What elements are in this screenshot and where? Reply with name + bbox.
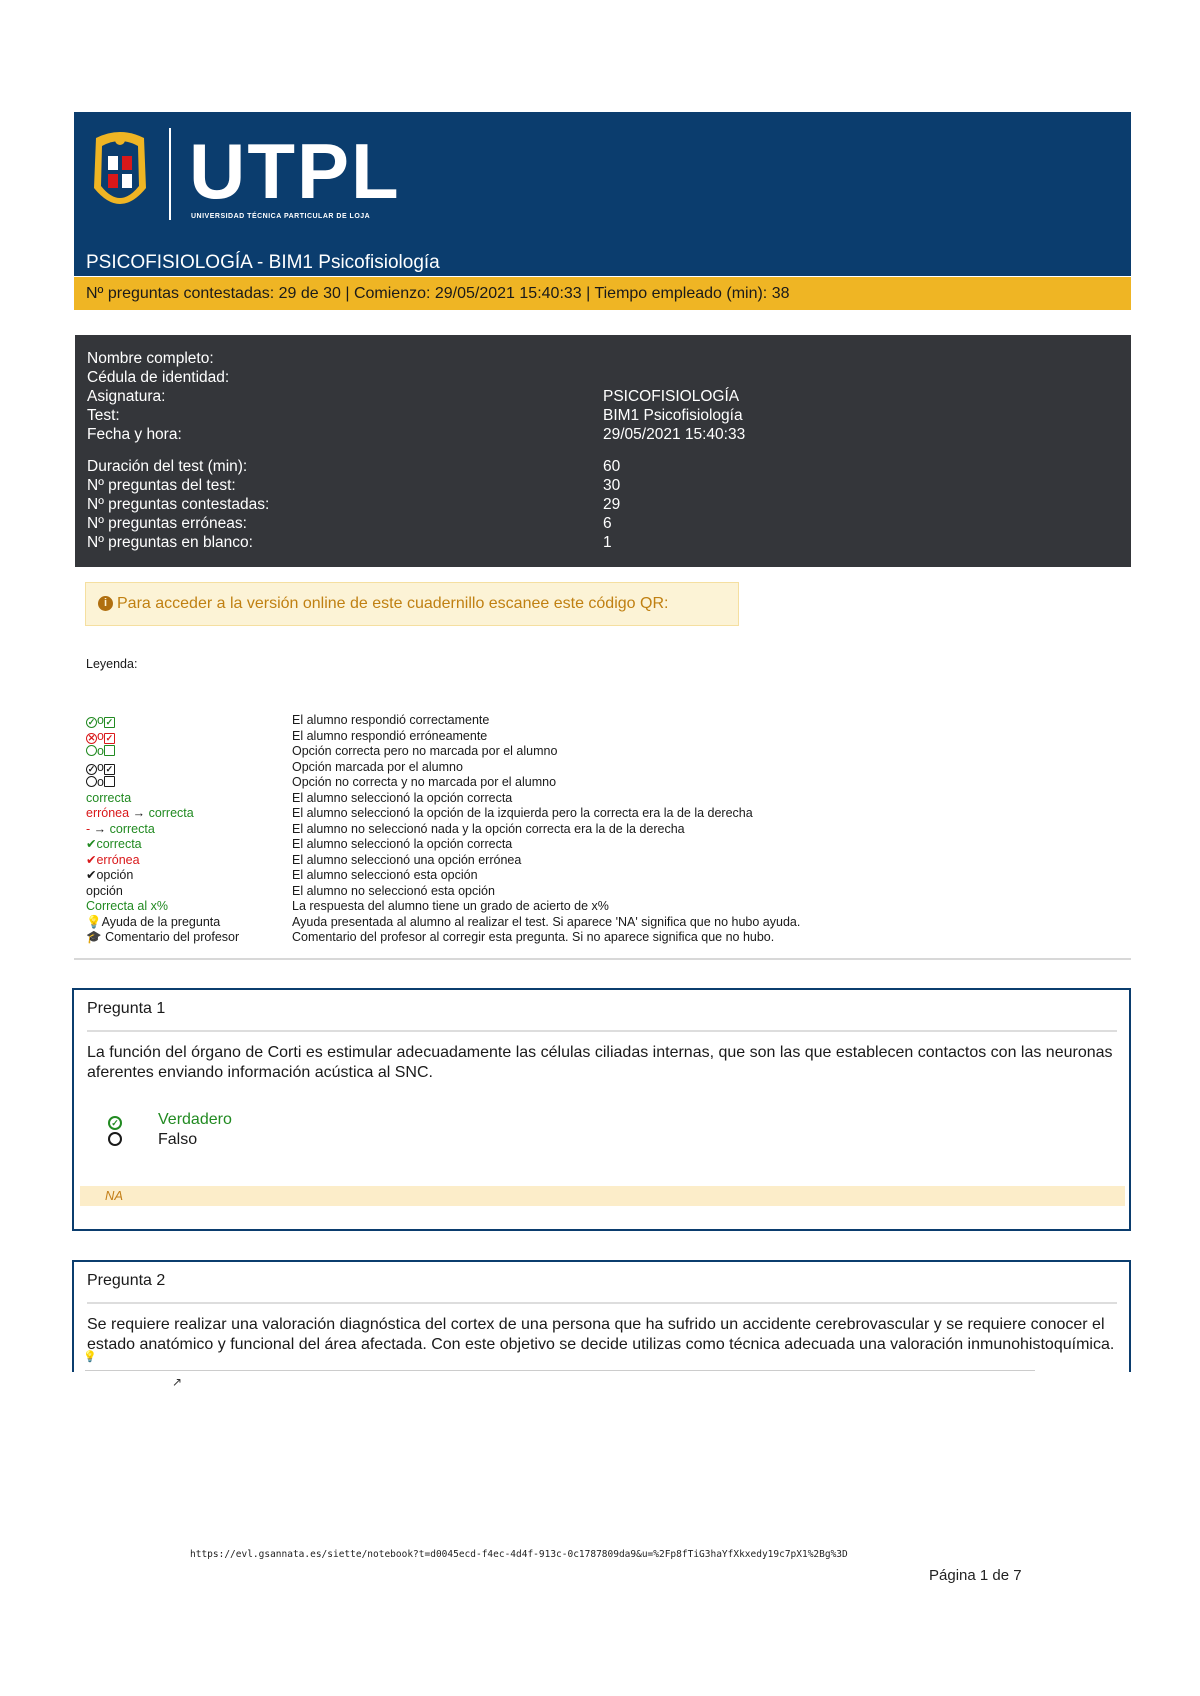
legend-or: o	[97, 775, 104, 789]
info-label: Fecha y hora:	[87, 426, 182, 443]
footer-url: https://evl.gsannata.es/siette/notebook?t=d0045ecd-f4ec-4d4f-913c-0c1787809da9&u=%2Fp8fTiG3haYfXkxedy19c7pX1%2Bg%3D	[190, 1549, 848, 1560]
legend-word-correcta: correcta	[109, 821, 155, 836]
check-circle-icon: ✓	[87, 717, 96, 727]
info-value: 6	[603, 515, 612, 532]
check-circle-icon: ✓	[87, 763, 96, 774]
info-label: Nº preguntas erróneas:	[87, 515, 247, 532]
info-value: 1	[603, 534, 612, 551]
question-card	[72, 988, 1131, 1231]
info-label: Nº preguntas en blanco:	[87, 534, 253, 551]
info-value: 29	[603, 496, 621, 513]
legend-or: o	[97, 728, 104, 743]
empty-square-icon	[104, 776, 115, 787]
check-square-icon: ✓	[105, 732, 114, 743]
check-square-icon: ✓	[105, 717, 114, 727]
empty-circle-icon	[108, 1132, 122, 1146]
page-number: Página 1 de 7	[929, 1567, 1022, 1584]
qr-alert	[85, 582, 739, 626]
legend-description: El alumno seleccionó esta opción	[292, 868, 478, 882]
info-label: Nº preguntas contestadas:	[87, 496, 270, 513]
info-value: PSICOFISIOLOGÍA	[603, 388, 740, 405]
legend-word-comentario: Comentario del profesor	[105, 930, 240, 944]
legend-or: o	[97, 713, 104, 727]
legend-description: El alumno seleccionó la opción correcta	[292, 837, 513, 851]
answer-option-label: Falso	[158, 1131, 198, 1148]
checkmark-icon: ✔	[86, 852, 97, 867]
course-title: PSICOFISIOLOGÍA - BIM1 Psicofisiología	[86, 252, 440, 273]
check-circle-icon: ✓	[108, 1116, 122, 1130]
legend-word-erronea: errónea	[86, 806, 130, 820]
lightbulb-icon: 💡	[83, 1351, 97, 1363]
arrow-right-icon: →	[93, 821, 107, 836]
question-card	[72, 1260, 1131, 1372]
logo-subtitle: UNIVERSIDAD TÉCNICA PARTICULAR DE LOJA	[191, 213, 371, 220]
legend-description: Opción no correcta y no marcada por el alumno	[292, 775, 557, 789]
graduation-cap-icon: 🎓	[86, 930, 102, 944]
answer-option-label: Verdadero	[158, 1111, 232, 1128]
legend-description: El alumno no seleccionó esta opción	[292, 883, 495, 898]
external-link-icon[interactable]: ↗	[172, 1375, 183, 1389]
legend-description: El alumno respondió erróneamente	[292, 728, 488, 743]
legend-description: El alumno seleccionó una opción errónea	[292, 852, 522, 867]
check-square-icon: ✓	[105, 763, 114, 774]
info-label: Nombre completo:	[87, 350, 214, 367]
legend-dash: -	[86, 821, 91, 836]
question-title: Pregunta 1	[87, 1000, 166, 1017]
legend-description: Comentario del profesor al corregir esta pregunta. Si no aparece significa que no hubo.	[292, 930, 775, 944]
legend-description: El alumno seleccionó la opción de la izquierda pero la correcta era la de la derecha	[292, 806, 753, 820]
legend-or: o	[97, 744, 104, 758]
empty-circle-icon	[86, 776, 97, 787]
arrow-right-icon: →	[132, 806, 146, 820]
logo-text: UTPL	[189, 127, 401, 215]
legend-description: Opción correcta pero no marcada por el alumno	[292, 744, 558, 758]
help-bar: NA	[80, 1186, 1125, 1206]
legend-word-correcta: correcta	[148, 806, 194, 820]
legend-word-opcion: opción	[86, 883, 123, 898]
empty-circle-icon	[86, 745, 97, 756]
qr-alert-text: Para acceder a la versión online de este cuadernillo escanee este código QR:	[117, 595, 669, 612]
legend-word-opcion: opción	[96, 868, 134, 882]
divider	[74, 958, 1131, 960]
info-label: Test:	[87, 407, 120, 424]
logo-separator	[169, 128, 171, 220]
info-value: 60	[603, 458, 621, 475]
legend-title: Leyenda:	[86, 657, 138, 671]
legend-description: Ayuda presentada al alumno al realizar el test. Si aparece 'NA' significa que no hubo ayuda.	[292, 914, 801, 929]
legend-description: Opción marcada por el alumno	[292, 759, 463, 774]
legend-description: El alumno seleccionó la opción correcta	[292, 790, 513, 805]
info-label: Nº preguntas del test:	[87, 477, 236, 494]
legend-word-correcta: correcta	[86, 790, 132, 805]
header-banner	[74, 112, 1131, 276]
divider	[87, 1030, 1117, 1032]
question-text: La función del órgano de Corti es estimular adecuadamente las células ciliadas internas, que son las que establecen contactos con las neuronas aferentes enviando información acústica al SNC.	[87, 1044, 1113, 1081]
info-value: 30	[603, 477, 621, 494]
answer-option	[108, 1130, 198, 1150]
info-icon: i	[98, 596, 113, 611]
info-label: Asignatura:	[87, 388, 166, 405]
checkmark-icon: ✔	[86, 868, 97, 882]
answer-option	[108, 1110, 232, 1130]
info-value: 29/05/2021 15:40:33	[603, 426, 746, 443]
info-label: Cédula de identidad:	[87, 369, 230, 386]
divider	[85, 1370, 1035, 1371]
student-info-panel	[75, 335, 1131, 567]
legend-description: La respuesta del alumno tiene un grado de acierto de x%	[292, 899, 609, 913]
empty-square-icon	[104, 745, 115, 756]
legend-word-correcta-x: Correcta al x%	[86, 899, 168, 913]
checkmark-icon: ✔	[86, 837, 97, 851]
x-circle-icon: ✕	[87, 732, 96, 743]
divider	[87, 1302, 1117, 1304]
legend-word-correcta: correcta	[96, 837, 142, 851]
question-text: Se requiere realizar una valoración diagnóstica del cortex de una persona que ha sufrido un accidente cerebrovascular y se requiere conocer el estado anatómico y funcional del área afectada. Con este objetivo se decide utilizas como técnica adecuada una valoración inmunohistoquímica.	[87, 1316, 1115, 1353]
legend-description: El alumno respondió correctamente	[292, 713, 490, 727]
lightbulb-icon: 💡	[86, 914, 102, 929]
question-title: Pregunta 2	[87, 1272, 166, 1289]
legend-description: El alumno no seleccionó nada y la opción correcta era la de la derecha	[292, 821, 685, 836]
status-bar: Nº preguntas contestadas: 29 de 30 | Comienzo: 29/05/2021 15:40:33 | Tiempo empleado (min): 38	[74, 277, 1131, 310]
info-value: BIM1 Psicofisiología	[603, 407, 743, 424]
legend-or: o	[97, 759, 104, 774]
legend-word-erronea: errónea	[96, 852, 140, 867]
info-label: Duración del test (min):	[87, 458, 248, 475]
university-crest-icon	[88, 128, 152, 220]
legend-word-ayuda: Ayuda de la pregunta	[101, 914, 221, 929]
